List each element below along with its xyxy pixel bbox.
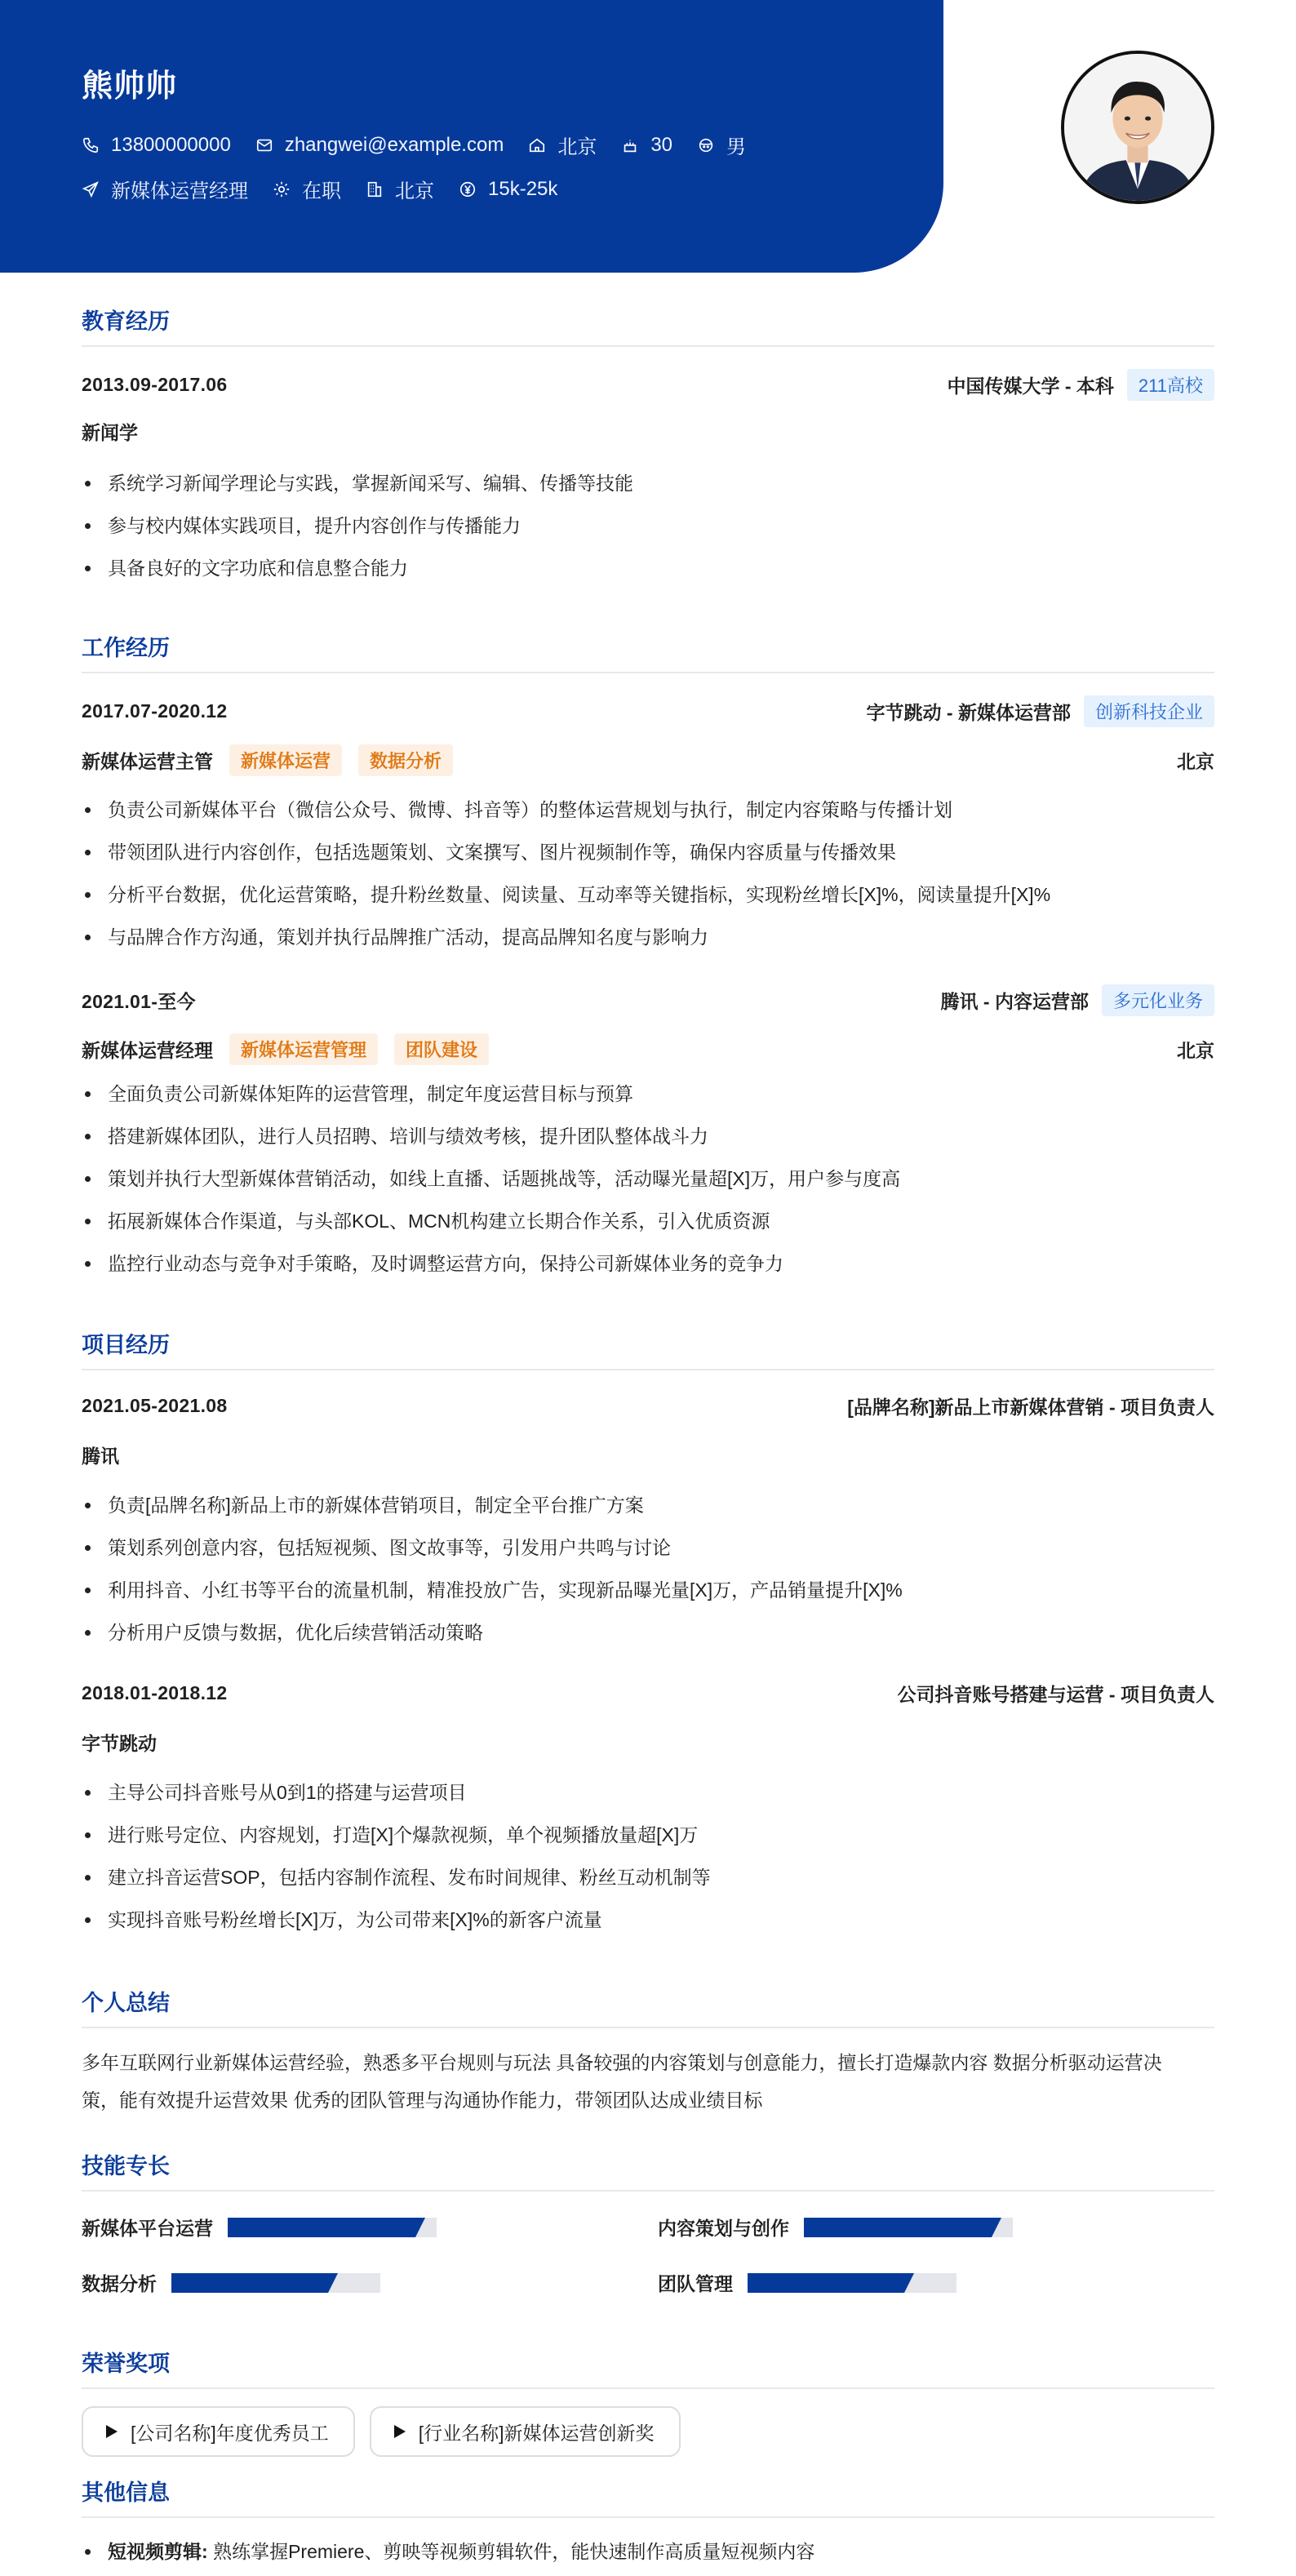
- education-school-tag: 211高校: [1127, 369, 1214, 401]
- project-1-name: [品牌名称]新品上市新媒体营销 - 项目负责人: [847, 1397, 1214, 1418]
- skill-item: [658, 2269, 956, 2296]
- work-2-title: 新媒体运营经理: [82, 1040, 213, 1061]
- section-title-other: 其他信息: [82, 2475, 1214, 2518]
- project-2-bullets: [82, 1771, 1214, 1941]
- avatar: [1061, 51, 1214, 204]
- education-major-row: [82, 418, 1214, 445]
- cake-icon: [621, 136, 639, 154]
- work-1-company: 字节跳动 - 新媒体运营部: [866, 702, 1071, 723]
- summary-line: 策，能有效提升运营效果 优秀的团队管理与沟通协作能力，带领团队达成业绩目标: [82, 2090, 763, 2111]
- awards-list: [82, 2406, 695, 2457]
- status-gear-icon: [273, 180, 291, 198]
- work-2-date: 2021.01-至今: [82, 991, 196, 1012]
- award-text: [公司名称]年度优秀员工: [131, 2422, 329, 2444]
- section-title-education: 教育经历: [82, 304, 1214, 347]
- triangle-right-icon: [394, 2425, 406, 2438]
- list-item: 搭建新媒体团队，进行人员招聘、培训与绩效考核，提升团队整体战斗力: [82, 1115, 1214, 1157]
- work-2-company-tag: 多元化业务: [1102, 984, 1214, 1016]
- other-bullets: [82, 2530, 1214, 2573]
- yen-icon: [459, 180, 477, 198]
- list-item: 具备良好的文字功底和信息整合能力: [82, 547, 1214, 589]
- job-city-text: 北京: [395, 180, 434, 202]
- job-status-text: 在职: [302, 180, 341, 202]
- education-header: [82, 369, 1214, 401]
- contact-gender: [697, 131, 746, 159]
- list-item: 监控行业动态与竞争对手策略，及时调整运营方向，保持公司新媒体业务的竞争力: [82, 1242, 1214, 1285]
- project-2-name: 公司抖音账号搭建与运营 - 项目负责人: [897, 1684, 1214, 1705]
- job-city: [366, 175, 434, 203]
- triangle-right-icon: [106, 2425, 118, 2438]
- work-2-header: [82, 984, 1214, 1016]
- skill-bar-fill: [804, 2218, 992, 2237]
- skill-bar-fill: [171, 2273, 328, 2293]
- summary-text: [82, 2044, 1214, 2119]
- location-text: 北京: [557, 136, 597, 158]
- list-item: 实现抖音账号粉丝增长[X]万，为公司带来[X]%的新客户流量: [82, 1899, 1214, 1941]
- profile-photo: [1064, 54, 1211, 201]
- list-item: 负责[品牌名称]新品上市的新媒体营销项目，制定全平台推广方案: [82, 1484, 1214, 1526]
- contact-age: [621, 134, 672, 157]
- award-item: [82, 2406, 355, 2457]
- building-icon: [366, 180, 384, 198]
- work-2-company: 腾讯 - 内容运营部: [940, 991, 1089, 1012]
- skill-bar: [804, 2218, 1013, 2237]
- skill-item: [82, 2214, 437, 2241]
- work-1-skill-tag: 数据分析: [358, 744, 453, 776]
- work-1-bullets: [82, 788, 1214, 958]
- summary-line: 多年互联网行业新媒体运营经验，熟悉多平台规则与玩法 具备较强的内容策划与创意能力，擅长打造爆款内容 数据分析驱动运营决: [82, 2052, 1162, 2073]
- work-2-skill-tag: 新媒体运营管理: [229, 1033, 378, 1065]
- list-item: 全面负责公司新媒体矩阵的运营管理，制定年度运营目标与预算: [82, 1073, 1214, 1115]
- project-2-date: 2018.01-2018.12: [82, 1682, 228, 1703]
- job-status: [273, 175, 341, 203]
- age-text: 30: [650, 133, 673, 156]
- section-title-skills: 技能专长: [82, 2148, 1214, 2192]
- skill-item: [658, 2214, 1013, 2241]
- skill-bar: [171, 2273, 380, 2293]
- list-item: 分析平台数据，优化运营策略，提升粉丝数量、阅读量、互动率等关键指标，实现粉丝增长[X]%，阅读量提升[X]%: [82, 873, 1214, 916]
- other-text: 熟练掌握Premiere、剪映等视频剪辑软件，能快速制作高质量短视频内容: [213, 2541, 815, 2562]
- work-2-title-row: [82, 1033, 1214, 1065]
- skill-bar: [228, 2218, 437, 2237]
- list-item: 策划系列创意内容，包括短视频、图文故事等，引发用户共鸣与讨论: [82, 1526, 1214, 1569]
- contact-location: [528, 131, 597, 159]
- other-label: 短视频剪辑:: [108, 2541, 208, 2562]
- list-item: 与品牌合作方沟通，策划并执行品牌推广活动，提高品牌知名度与影响力: [82, 916, 1214, 958]
- section-title-summary: 个人总结: [82, 1985, 1214, 2028]
- email-text: zhangwei@example.com: [284, 133, 504, 156]
- header-banner: [0, 0, 943, 273]
- education-school: 中国传媒大学 - 本科: [947, 375, 1114, 397]
- list-item: 建立抖音运营SOP，包括内容制作流程、发布时间规律、粉丝互动机制等: [82, 1856, 1214, 1899]
- work-1-company-tag: 创新科技企业: [1084, 695, 1214, 727]
- work-2-bullets: [82, 1073, 1214, 1285]
- project-1-header: [82, 1392, 1214, 1419]
- contact-row: [82, 131, 770, 159]
- list-item: 利用抖音、小红书等平台的流量机制，精准投放广告，实现新品曝光量[X]万，产品销量提升[X]%: [82, 1569, 1214, 1611]
- list-item: 参与校内媒体实践项目，提升内容创作与传播能力: [82, 504, 1214, 547]
- phone-text: 13800000000: [111, 133, 231, 156]
- project-1-bullets: [82, 1484, 1214, 1654]
- skill-name: 数据分析: [82, 2273, 157, 2294]
- list-item: 拓展新媒体合作渠道，与头部KOL、MCN机构建立长期合作关系，引入优质资源: [82, 1200, 1214, 1242]
- job-intent-row: [82, 175, 582, 203]
- contact-email: [255, 134, 504, 157]
- home-icon: [528, 136, 546, 154]
- list-item: 策划并执行大型新媒体营销活动，如线上直播、话题挑战等，活动曝光量超[X]万，用户参与度高: [82, 1157, 1214, 1200]
- job-position-text: 新媒体运营经理: [111, 180, 248, 202]
- list-item: 进行账号定位、内容规划，打造[X]个爆款视频，单个视频播放量超[X]万: [82, 1814, 1214, 1856]
- work-1-title-row: [82, 744, 1214, 776]
- section-title-projects: 项目经历: [82, 1327, 1214, 1370]
- work-2-city: 北京: [1177, 1040, 1214, 1061]
- skill-name: 新媒体平台运营: [82, 2218, 213, 2239]
- job-salary-text: 15k-25k: [488, 177, 558, 200]
- project-1-date: 2021.05-2021.08: [82, 1395, 228, 1416]
- education-major: 新闻学: [82, 422, 138, 443]
- skill-bar-fill: [748, 2273, 904, 2293]
- job-position: [82, 175, 248, 203]
- project-1-org: 腾讯: [82, 1446, 119, 1467]
- project-2-org-row: [82, 1729, 1214, 1756]
- list-item: 系统学习新闻学理论与实践，掌握新闻采写、编辑、传播等技能: [82, 462, 1214, 504]
- work-1-date: 2017.07-2020.12: [82, 700, 228, 722]
- send-icon: [82, 180, 100, 198]
- gender-icon: [697, 136, 715, 154]
- section-title-awards: 荣誉奖项: [82, 2346, 1214, 2389]
- contact-phone: [82, 134, 231, 157]
- skill-item: [82, 2269, 380, 2296]
- work-1-city: 北京: [1177, 751, 1214, 772]
- list-item: [82, 2530, 1214, 2573]
- work-1-header: [82, 695, 1214, 727]
- job-salary: [459, 178, 557, 201]
- skill-name: 团队管理: [658, 2273, 733, 2294]
- work-2-skill-tag: 团队建设: [394, 1033, 489, 1065]
- list-item: 分析用户反馈与数据，优化后续营销活动策略: [82, 1611, 1214, 1654]
- work-1-title: 新媒体运营主管: [82, 751, 213, 772]
- list-item: 主导公司抖音账号从0到1的搭建与运营项目: [82, 1771, 1214, 1814]
- skill-name: 内容策划与创作: [658, 2218, 789, 2239]
- list-item: 带领团队进行内容创作，包括选题策划、文案撰写、图片视频制作等，确保内容质量与传播效果: [82, 831, 1214, 873]
- project-2-org: 字节跳动: [82, 1733, 157, 1754]
- candidate-name: 熊帅帅: [82, 69, 178, 104]
- award-item: [370, 2406, 681, 2457]
- skill-bar-fill: [228, 2218, 415, 2237]
- education-bullets: [82, 462, 1214, 589]
- phone-icon: [82, 136, 100, 154]
- mail-icon: [255, 136, 273, 154]
- award-text: [行业名称]新媒体运营创新奖: [418, 2422, 655, 2444]
- project-1-org-row: [82, 1441, 1214, 1468]
- section-title-work: 工作经历: [82, 630, 1214, 673]
- skill-bar: [748, 2273, 956, 2293]
- list-item: 负责公司新媒体平台（微信公众号、微博、抖音等）的整体运营规划与执行，制定内容策略与传播计划: [82, 788, 1214, 831]
- project-2-header: [82, 1680, 1214, 1707]
- gender-text: 男: [726, 136, 747, 158]
- work-1-skill-tag: 新媒体运营: [229, 744, 342, 776]
- education-date: 2013.09-2017.06: [82, 374, 228, 395]
